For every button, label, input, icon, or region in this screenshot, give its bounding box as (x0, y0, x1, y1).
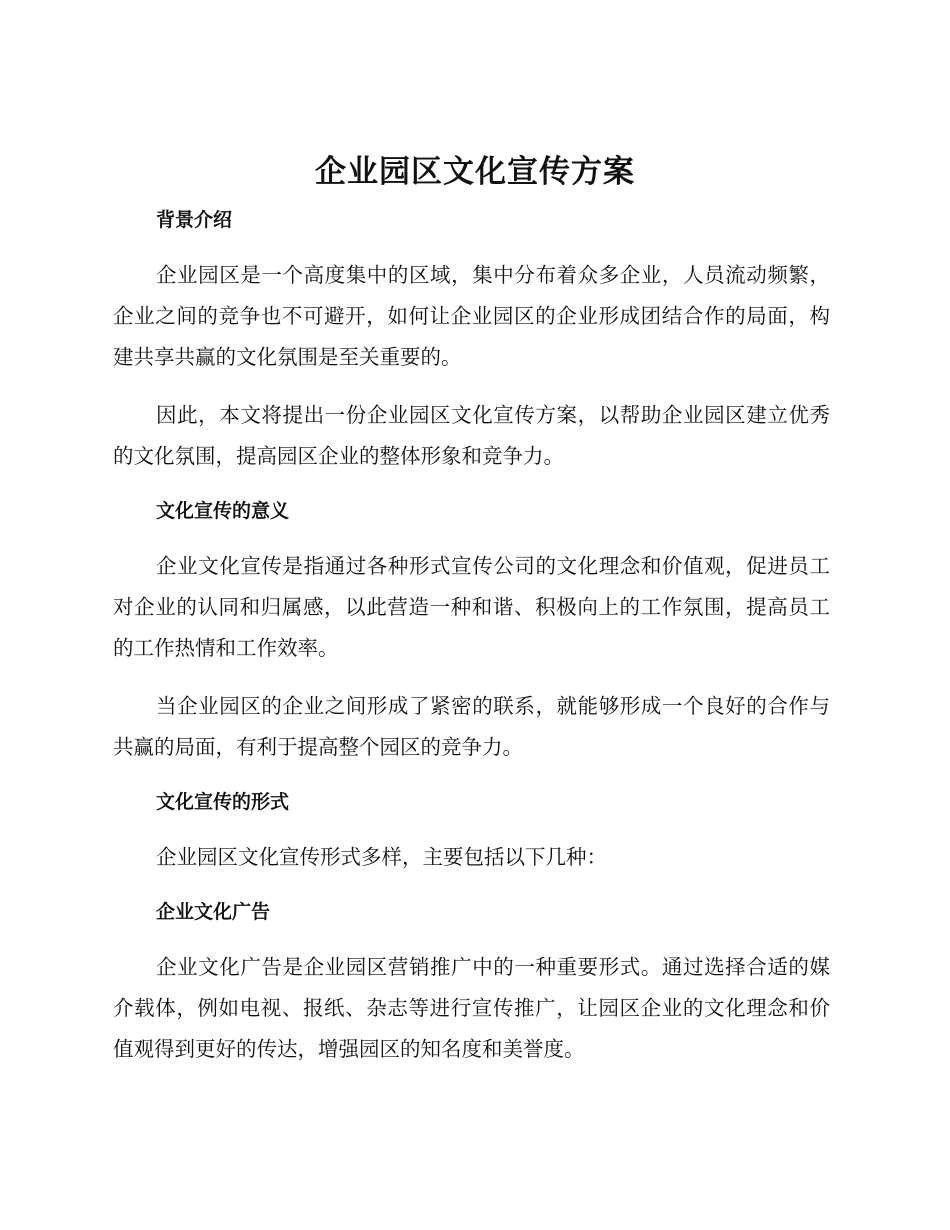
paragraph-significance-1: 企业文化宣传是指通过各种形式宣传公司的文化理念和价值观，促进员工对企业的认同和归属感，以此营造一种和谐、积极向上的工作氛围，提高员工的工作热情和工作效率。 (113, 554, 830, 660)
paragraph-background-2: 因此，本文将提出一份企业园区文化宣传方案，以帮助企业园区建立优秀的文化氛围，提高园区企业的整体形象和竞争力。 (113, 403, 830, 468)
paragraph-significance-2: 当企业园区的企业之间形成了紧密的联系，就能够形成一个良好的合作与共赢的局面，有利于提高整个园区的竞争力。 (113, 694, 830, 759)
section-heading-significance: 文化宣传的意义 (156, 500, 290, 522)
paragraph-background-1: 企业园区是一个高度集中的区域，集中分布着众多企业，人员流动频繁，企业之间的竞争也不可避开，如何让企业园区的企业形成团结合作的局面，构建共享共赢的文化氛围是至关重要的。 (113, 263, 830, 369)
section-heading-advertising: 企业文化广告 (156, 901, 271, 923)
document-title: 企业园区文化宣传方案 (315, 154, 635, 190)
paragraph-advertising-1: 企业文化广告是企业园区营销推广中的一种重要形式。通过选择合适的媒介载体，例如电视、报纸、杂志等进行宣传推广，让园区企业的文化理念和价值观得到更好的传达，增强园区的知名度和美誉度。 (113, 955, 830, 1061)
section-heading-background: 背景介绍 (156, 209, 233, 231)
section-heading-forms: 文化宣传的形式 (156, 791, 290, 813)
paragraph-forms-1: 企业园区文化宣传形式多样，主要包括以下几种： (156, 845, 607, 869)
